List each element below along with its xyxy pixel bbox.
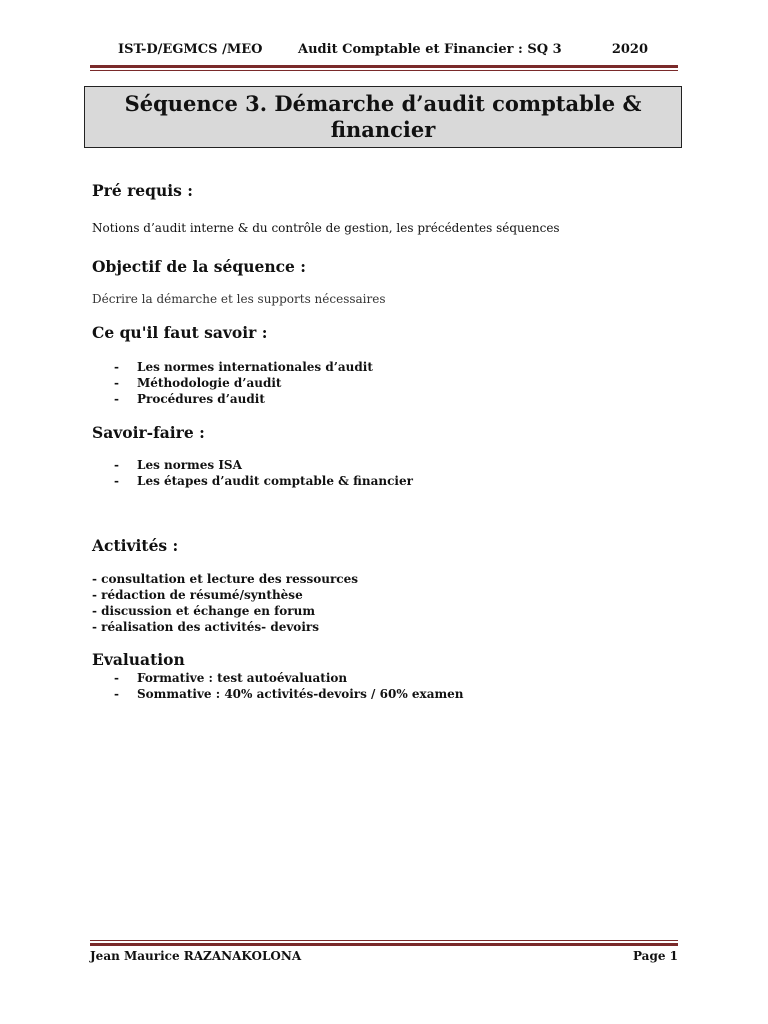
header-year: 2020 bbox=[611, 42, 648, 57]
page-header bbox=[118, 42, 648, 62]
list-item: - consultation et lecture des ressources bbox=[92, 572, 358, 586]
list-item: - Les étapes d’audit comptable & financier bbox=[114, 473, 413, 489]
header-rule-thin bbox=[90, 70, 678, 71]
objectif-heading: Objectif de la séquence : bbox=[92, 257, 307, 276]
objectif-text: Décrire la démarche et les supports nécessaires bbox=[92, 292, 386, 306]
footer-rule-thick bbox=[90, 943, 678, 946]
header-course: Audit Comptable et Financier : SQ 3 bbox=[298, 42, 562, 57]
savoir-list bbox=[114, 359, 373, 407]
list-item: - Les normes ISA bbox=[114, 457, 413, 473]
list-item: - discussion et échange en forum bbox=[92, 604, 316, 618]
footer-page-number: Page 1 bbox=[632, 949, 678, 963]
activites-list bbox=[92, 571, 358, 635]
savoir-heading: Ce qu'il faut savoir : bbox=[92, 323, 268, 342]
evaluation-list bbox=[114, 670, 464, 702]
list-item: - Procédures d’audit bbox=[114, 391, 373, 407]
header-institution: IST-D/EGMCS /MEO bbox=[118, 42, 263, 57]
list-item: - Sommative : 40% activités-devoirs / 60% examen bbox=[114, 686, 464, 702]
footer-author: Jean Maurice RAZANAKOLONA bbox=[90, 949, 302, 963]
activites-heading: Activités : bbox=[92, 536, 179, 555]
title-box bbox=[84, 86, 682, 148]
list-item: - réalisation des activités- devoirs bbox=[92, 620, 319, 634]
prerequis-text: Notions d’audit interne & du contrôle de gestion, les précédentes séquences bbox=[92, 221, 560, 235]
page-title: Séquence 3. Démarche d’audit comptable & financier bbox=[124, 91, 642, 142]
savoir-faire-list bbox=[114, 457, 413, 489]
list-item: - Les normes internationales d’audit bbox=[114, 359, 373, 375]
evaluation-heading: Evaluation bbox=[92, 650, 185, 669]
header-rule-thick bbox=[90, 65, 678, 68]
footer-rule-thin bbox=[90, 940, 678, 941]
savoir-faire-heading: Savoir-faire : bbox=[92, 423, 205, 442]
prerequis-heading: Pré requis : bbox=[92, 181, 193, 200]
list-item: - rédaction de résumé/synthèse bbox=[92, 588, 303, 602]
list-item: - Formative : test autoévaluation bbox=[114, 670, 464, 686]
list-item: - Méthodologie d’audit bbox=[114, 375, 373, 391]
